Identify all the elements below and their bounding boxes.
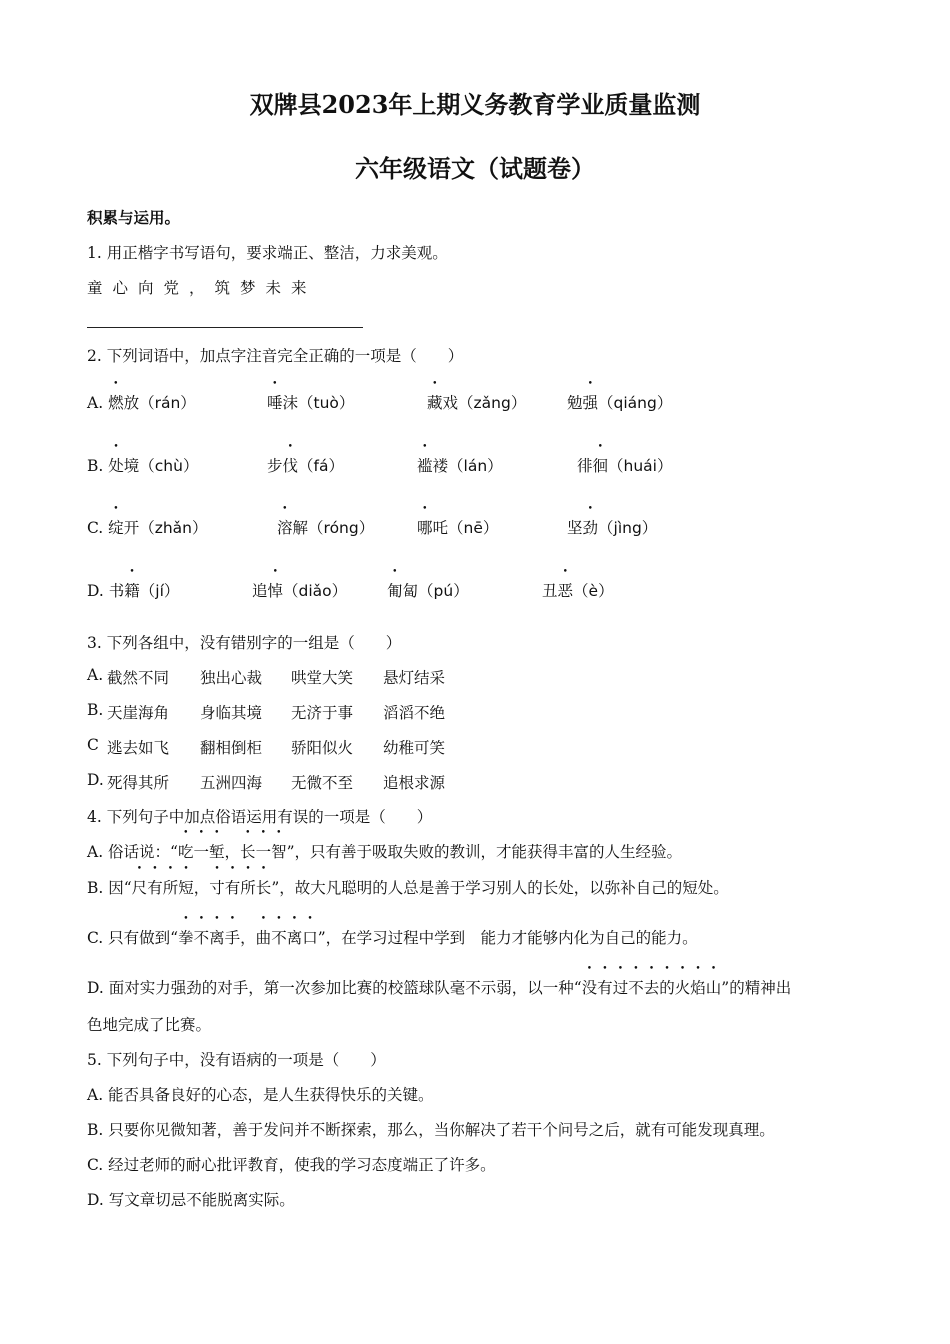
- q4-option-b: B. 因“尺有所短，寸有所长”，故大凡聪明的人总是善于学习别人的长处，以弥补自己的短处。: [87, 879, 729, 897]
- q2-option-d-item: D. 书籍（jí）: [87, 582, 180, 600]
- q5-option-c: C. 经过老师的耐心批评教育，使我的学习态度端正了许多。: [87, 1156, 496, 1174]
- q3-word: 身临其境: [200, 704, 263, 722]
- q2-option-d-item: 丑恶（è）: [542, 582, 614, 600]
- q3-word: 五洲四海: [200, 774, 263, 792]
- q5-option-a: A. 能否具备良好的心态，是人生获得快乐的关键。: [87, 1086, 434, 1104]
- q2-option-b-item: 徘徊（huái）: [577, 457, 673, 475]
- writing-line: [87, 327, 363, 328]
- q2-option-b-item: 褴褛（lán）: [417, 457, 503, 475]
- q3-word: 死得其所: [107, 774, 170, 792]
- q3-word: 无济于事: [291, 704, 354, 722]
- q3-option-label: A.: [87, 666, 104, 684]
- q3-word: 幼稚可笑: [383, 739, 446, 757]
- q4-stem: 4. 下列句子中加点俗语运用有误的一项是（ ）: [87, 808, 433, 826]
- page-title: 双牌县2023年上期义务教育学业质量监测: [249, 90, 701, 119]
- q3-word: 追根求源: [383, 774, 446, 792]
- q3-word: 翻相倒柜: [200, 739, 263, 757]
- page-subtitle: 六年级语文（试题卷）: [355, 154, 595, 183]
- q3-word: 无微不至: [291, 774, 354, 792]
- q3-word: 截然不同: [107, 669, 170, 687]
- q5-option-b: B. 只要你见微知著，善于发问并不断探索，那么，当你解决了若干个问号之后，就有可能发现真理。: [87, 1121, 775, 1139]
- q3-option-label: D.: [87, 771, 104, 789]
- q2-option-d-item: 匍匐（pú）: [387, 582, 469, 600]
- q2-option-c-item: 溶解（róng）: [277, 519, 375, 537]
- q2-option-c-item: C. 绽开（zhǎn）: [87, 519, 208, 537]
- q4-d-dotted: 没有过不去的火焰山: [581, 979, 722, 997]
- q2-option-a-item: A. 燃放（rán）: [87, 394, 196, 412]
- q2-option-b-item: B. 处境（chù）: [87, 457, 199, 475]
- q3-word: 独出心裁: [200, 669, 263, 687]
- q2-option-d-item: 追悼（diǎo）: [252, 582, 348, 600]
- q3-word: 天崖海角: [107, 704, 170, 722]
- q5-option-d: D. 写文章切忌不能脱离实际。: [87, 1191, 295, 1209]
- q5-stem: 5. 下列句子中，没有语病的一项是（ ）: [87, 1051, 386, 1069]
- q3-word: 滔滔不绝: [383, 704, 446, 722]
- q4-option-d-cont: 色地完成了比赛。: [87, 1016, 212, 1034]
- q1-stem: 1. 用正楷字书写语句，要求端正、整洁，力求美观。: [87, 244, 448, 262]
- q3-word: 哄堂大笑: [291, 669, 354, 687]
- q3-option-label: C: [87, 736, 99, 754]
- q4-option-a: A. 俗话说：“吃一堑，长一智”，只有善于吸取失败的教训，才能获得丰富的人生经验。: [87, 843, 683, 861]
- q2-option-a-item: 勉强（qiáng）: [567, 394, 673, 412]
- q2-option-c-item: 哪吒（nē）: [417, 519, 499, 537]
- q4-a-dotted: 吃一堑，长一智: [177, 843, 287, 861]
- q3-word: 悬灯结采: [383, 669, 446, 687]
- q2-option-a-item: 藏戏（zǎng）: [427, 394, 527, 412]
- q4-c-dotted: 拳不离手，曲不离口: [178, 929, 318, 947]
- q2-stem: 2. 下列词语中，加点字注音完全正确的一项是（ ）: [87, 347, 464, 365]
- q4-option-c: C. 只有做到“拳不离手，曲不离口”，在学习过程中学到 能力才能够内化为自己的能力。: [87, 929, 698, 947]
- q2-option-c-item: 坚劲（jìng）: [567, 519, 658, 537]
- q3-word: 骄阳似火: [291, 739, 354, 757]
- q2-option-a-item: 唾沫（tuò）: [267, 394, 355, 412]
- q3-option-label: B.: [87, 701, 104, 719]
- q4-option-d: D. 面对实力强劲的对手，第一次参加比赛的校篮球队毫不示弱，以一种“没有过不去的火焰山”的精神出: [87, 979, 792, 997]
- q3-word: 逃去如飞: [107, 739, 170, 757]
- q2-option-b-item: 步伐（fá）: [267, 457, 344, 475]
- q3-stem: 3. 下列各组中，没有错别字的一组是（ ）: [87, 634, 402, 652]
- q1-copy-text: 童心向党，筑梦未来: [87, 279, 317, 297]
- section-heading: 积累与运用。: [87, 208, 181, 227]
- q4-b-dotted: 尺有所短，寸有所长: [131, 879, 272, 897]
